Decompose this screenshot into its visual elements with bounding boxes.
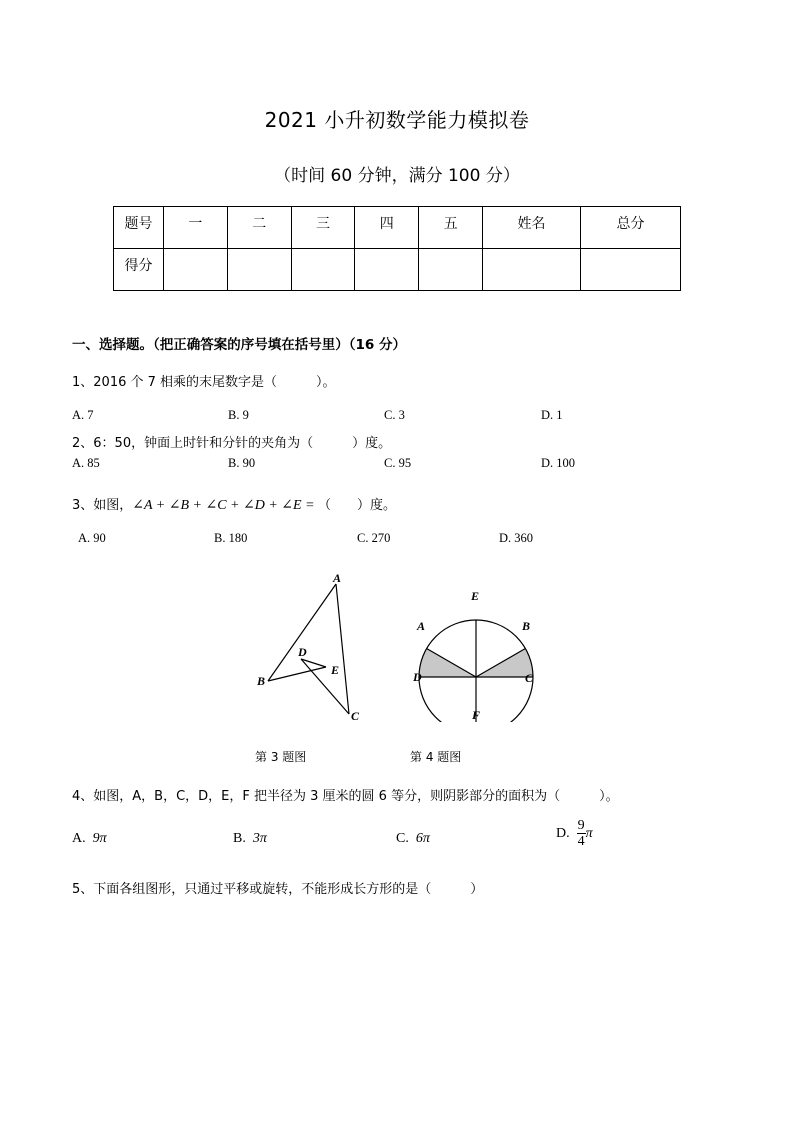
q1-option-b: B. 9 — [228, 408, 249, 422]
q4-option-a — [72, 831, 107, 847]
table-cell: 三 — [291, 207, 355, 249]
figure-3-caption: 第 3 题图 — [255, 750, 307, 764]
score-cell[interactable] — [164, 249, 228, 291]
table-cell: 姓名 — [483, 207, 581, 249]
page-title: 2021 小升初数学能力模拟卷 — [264, 108, 530, 132]
name-cell[interactable] — [483, 249, 581, 291]
score-cell[interactable] — [419, 249, 483, 291]
q4-option-a-value: 9π — [92, 831, 107, 846]
q1-option-c: C. 3 — [384, 408, 405, 422]
q2-option-a: A. 85 — [72, 456, 100, 470]
table-cell: 总分 — [581, 207, 681, 249]
table-cell: 二 — [227, 207, 291, 249]
fig3-label-a: A — [333, 571, 342, 585]
question-1: 1、2016 个 7 相乘的末尾数字是（ ）。 — [72, 375, 336, 390]
q1-option-a: A. 7 — [72, 408, 94, 422]
score-cell[interactable] — [291, 249, 355, 291]
q2-option-d: D. 100 — [541, 456, 576, 470]
q4-option-c-value: 6π — [415, 831, 430, 846]
q4-option-b-value: 3π — [252, 831, 267, 846]
fraction-denominator: 4 — [577, 834, 585, 850]
fraction-numerator: 9 — [577, 818, 585, 833]
q3-prefix: 3、如图， — [72, 498, 133, 513]
question-5: 5、下面各组图形，只通过平移或旋转，不能形成长方形的是（ ） — [72, 882, 484, 897]
fig3-label-d: D — [298, 645, 307, 659]
fig4-label-e: E — [471, 589, 480, 603]
table-cell: 一 — [164, 207, 228, 249]
q3-option-b: B. 180 — [214, 531, 248, 545]
q4-option-c-letter: C. — [396, 831, 409, 846]
figure-4-caption: 第 4 题图 — [410, 750, 462, 764]
table-cell: 题号 — [114, 207, 164, 249]
question-2: 2、6：50，钟面上时针和分针的夹角为（ ）度。 — [72, 436, 392, 451]
table-row — [114, 207, 681, 249]
table-cell: 得分 — [114, 249, 164, 291]
q4-option-a-letter: A. — [72, 831, 86, 846]
table-cell: 四 — [355, 207, 419, 249]
q1-option-d: D. 1 — [541, 408, 563, 422]
q3-option-a: A. 90 — [78, 531, 106, 545]
fig4-label-f: F — [472, 708, 481, 722]
page-subtitle: （时间 60 分钟，满分 100 分） — [274, 166, 520, 186]
figure-4-circle — [410, 586, 540, 722]
figure-3-triangle — [250, 568, 370, 728]
score-cell[interactable] — [227, 249, 291, 291]
fig4-label-b: B — [522, 619, 531, 633]
question-3 — [72, 494, 396, 514]
fig3-label-e: E — [331, 663, 340, 677]
q4-option-d-fraction — [577, 818, 586, 850]
score-cell[interactable] — [355, 249, 419, 291]
q3-option-d: D. 360 — [499, 531, 534, 545]
q4-option-d-letter: D. — [556, 825, 570, 841]
fig4-label-a: A — [417, 619, 426, 633]
score-table — [113, 206, 681, 291]
q3-expression: ∠A + ∠B + ∠C + ∠D + ∠E = — [132, 498, 319, 513]
q2-option-b: B. 90 — [228, 456, 256, 470]
section-heading: 一、选择题。（把正确答案的序号填在括号里）（16 分） — [72, 337, 406, 353]
total-cell[interactable] — [581, 249, 681, 291]
question-4: 4、如图，A，B，C，D，E，F 把半径为 3 厘米的圆 6 等分，则阴影部分的面积为（ ）。 — [72, 789, 619, 804]
q4-option-b-letter: B. — [233, 831, 246, 846]
q4-option-d-pi: π — [585, 825, 593, 841]
fig4-label-d: D — [413, 670, 422, 684]
q4-option-c — [396, 831, 430, 847]
q4-option-b — [233, 831, 267, 847]
table-row — [114, 249, 681, 291]
q3-suffix: （ ）度。 — [318, 498, 397, 513]
fig3-label-c: C — [351, 709, 360, 723]
fig4-label-c: C — [525, 671, 534, 685]
q3-option-c: C. 270 — [357, 531, 391, 545]
q4-option-d — [556, 818, 593, 850]
table-cell: 五 — [419, 207, 483, 249]
q2-option-c: C. 95 — [384, 456, 412, 470]
fig3-label-b: B — [257, 674, 266, 688]
